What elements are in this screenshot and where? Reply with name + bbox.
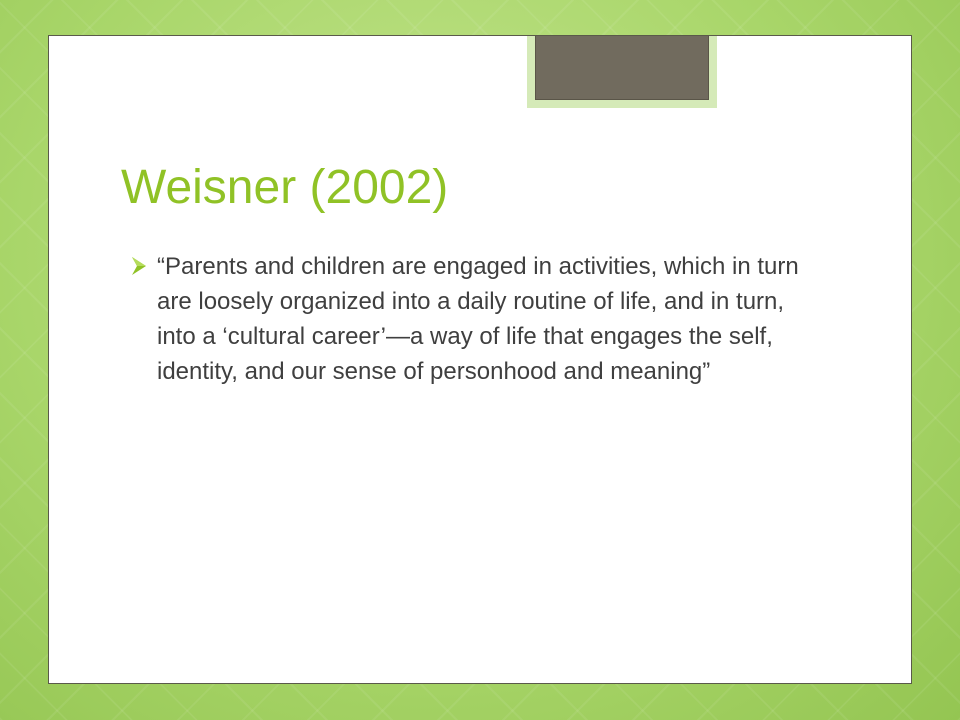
- slide-title: Weisner (2002): [121, 161, 449, 214]
- quote-text: “Parents and children are engaged in activities, which in turn are loosely organized into a daily routine of life, and in turn, into a ‘cultural career’—a way of life that engages the self, identity, and our sense of personhood and meaning”: [157, 253, 799, 385]
- title-tab-decoration: [527, 36, 717, 108]
- title-tab-inner: [535, 36, 709, 100]
- diamond-bullet-icon: [128, 254, 150, 278]
